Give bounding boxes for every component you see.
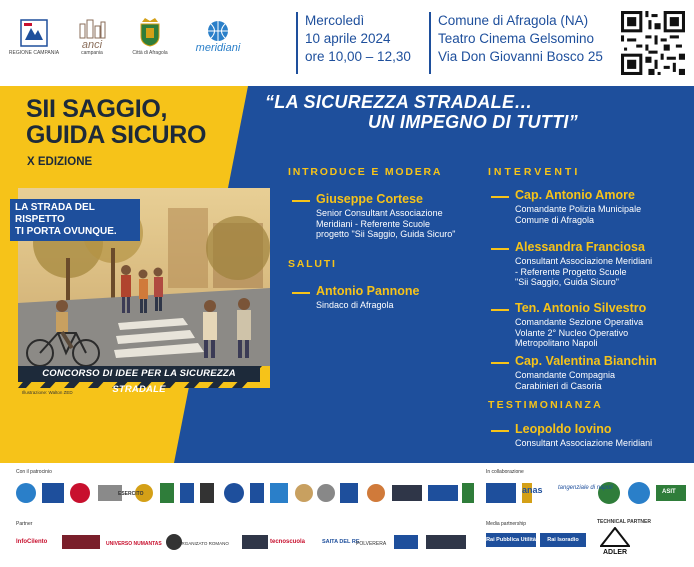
rispetto-banner-line2: TI PORTA OVUNQUE. [15,226,117,237]
slogan-line1: “LA SICUREZZA STRADALE… [265,92,533,112]
rai-isoradio-logo: Rai Isoradio [540,533,586,547]
collaborazione-label: In collaborazione [486,469,524,475]
venue-address: Via Don Giovanni Bosco 25 [438,49,603,64]
speaker-role [515,317,643,349]
speaker-role-line: Comandante Sezione Operativa [515,317,644,327]
anci-sub: campania [81,50,103,56]
saluti-heading: SALUTI [288,258,337,270]
citta-di-afragola-logo [130,16,170,56]
interventi-heading: INTERVENTI [488,166,581,178]
speaker-name: Cap. Antonio Amore [515,188,635,202]
speaker-role-line: Comandante Compagnia [515,370,616,380]
speaker-role [316,208,455,240]
meridiani-logo [188,20,248,54]
tangenziale-logo: tangenziale di napoli [558,485,613,491]
speaker-role-line: Comune di Afragola [515,214,595,225]
speaker-role [515,256,652,288]
patrocinio-label: Con il patrocinio [16,469,52,475]
campaign-title-line1: SII SAGGIO, [26,95,168,123]
technical-partner-label: TECHNICAL PARTNER [597,519,651,525]
collaborazione-logos-row [484,477,689,509]
rai-pubblica-utilita-logo: Rai Pubblica Utilità [486,533,536,547]
logo-caption: Città di Afragola [132,50,168,56]
speaker-name: Cap. Valentina Bianchin [515,354,657,368]
anci-campania-logo [74,18,110,56]
tecnoscuola-logo: tecnoscuola [270,539,306,545]
speaker-role-line: "Sii Saggio, Guida Sicuro" [515,277,619,287]
speaker-role [515,370,615,391]
adler-logo: ADLER [603,549,628,556]
anas-logo: anas [522,485,543,495]
meridiani-wordmark: meridiani [195,42,241,54]
speaker-role-line: Consultant Associazione Meridiani [515,438,653,448]
saita-del-re-logo: SAITA DEL RE [322,539,360,545]
sponsors-footer [0,463,694,567]
anci-buildings-icon [77,18,107,40]
venue-city: Comune di Afragola (NA) [438,13,589,28]
speaker-dash [292,200,310,202]
campaign-title [26,96,206,148]
speaker-name: Ten. Antonio Silvestro [515,301,647,315]
patrocinio-logos-row [14,477,474,509]
speaker-dash [491,309,509,311]
organizato-romano-logo: ORGANIZATO ROMANO [178,541,229,546]
rispetto-banner [10,199,140,241]
header-divider [429,12,431,74]
speaker-name: Giuseppe Cortese [316,192,423,206]
regione-campania-icon [19,18,49,48]
speaker-role [316,300,394,311]
anci-wordmark: anci [81,39,103,51]
regione-campania-logo [8,18,60,56]
speaker-dash [491,430,509,432]
media-label: Media partnership [486,521,527,527]
rispetto-banner-line1: LA STRADA DEL RISPETTO [15,202,95,225]
speaker-role-line: Metropolitano Napoli [515,338,598,348]
qr-code-icon[interactable] [621,11,685,75]
infocilento-logo: InfoCilento [16,539,48,545]
speaker-dash [491,196,509,198]
main-panel [0,86,694,463]
testimonianza-heading: TESTIMONIANZA [488,399,603,411]
speaker-role [515,438,652,449]
event-time: ore 10,00 – 12,30 [305,49,411,64]
partner-label: Partner [16,521,33,527]
afragola-crest-icon [137,16,163,48]
speaker-name: Antonio Pannone [316,284,420,298]
partner-logos-row [14,529,474,555]
speaker-role [515,204,641,225]
illustration-credit: Illustrazione: Walton ZED [22,390,73,395]
polverera-logo: POLVERERA [356,541,387,547]
speaker-role-line: progetto "Sii Saggio, Guida Sicuro" [316,229,456,239]
contest-banner: CONCORSO DI IDEE PER LA SICUREZZA STRADALE [18,366,260,382]
event-date: 10 aprile 2024 [305,31,391,46]
speaker-name: Alessandra Franciosa [515,240,645,254]
introduce-heading: INTRODUCE E MODERA [288,166,443,178]
venue-theatre: Teatro Cinema Gelsomino [438,31,595,46]
speaker-name: Leopoldo Iovino [515,422,612,436]
logo-caption: REGIONE CAMPANIA [8,50,60,56]
speaker-dash [491,362,509,364]
campaign-title-line2: GUIDA SICURO [26,121,207,149]
meridiani-globe-icon [203,20,233,42]
speaker-role-line: Consultant Associazione Meridiani [515,256,653,266]
edition-label: X EDIZIONE [27,156,93,168]
speaker-dash [292,292,310,294]
event-day: Mercoledì [305,13,365,28]
speaker-role-line: - Referente Progetto Scuole [515,266,627,277]
speaker-dash [491,248,509,250]
esercito-logo: ESERCITO [118,491,144,497]
speaker-role-line: Meridiani - Referente Scuole [316,218,431,229]
patrocinio-logo-mark [16,483,474,503]
speaker-role-line: Carabinieri di Casoria [515,380,602,391]
speaker-role-line: Senior Consultant Associazione [316,208,443,218]
adler-triangle-icon [600,527,630,547]
header-divider [296,12,298,74]
speaker-role-line: Comandante Polizia Municipale [515,204,642,214]
slogan-line2: UN IMPEGNO DI TUTTI” [368,112,578,132]
asit-logo: ASIT [662,489,676,495]
universo-numantas-logo: UNIVERSO NUMANTAS [106,541,162,547]
speaker-role-line: Volante 2° Nucleo Operativo [515,327,629,338]
speaker-role-line: Sindaco di Afragola [316,300,394,310]
header [0,0,694,86]
